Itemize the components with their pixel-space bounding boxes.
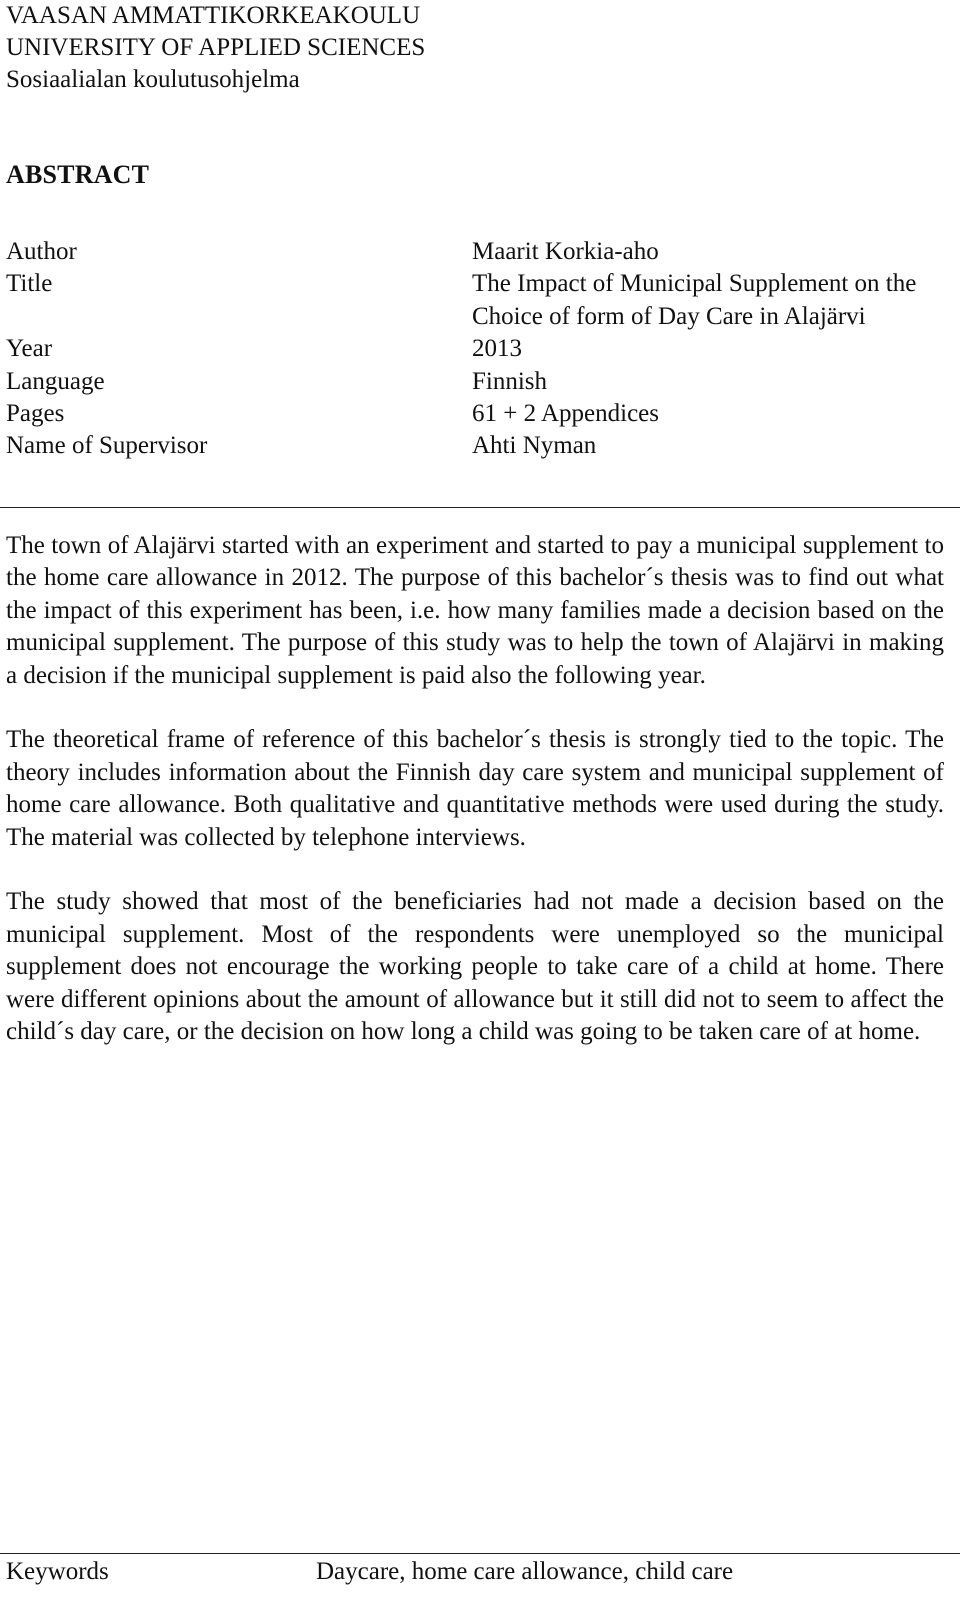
- abstract-heading: ABSTRACT: [6, 160, 150, 189]
- author-label: Author: [6, 238, 77, 265]
- pages-value: 61 + 2 Appendices: [472, 400, 659, 428]
- keywords-value: Daycare, home care allowance, child care: [316, 1558, 734, 1585]
- keywords-label: Keywords: [6, 1558, 109, 1585]
- meta-row-author: [0, 236, 960, 268]
- institution-name-english: UNIVERSITY OF APPLIED SCIENCES: [6, 34, 426, 61]
- supervisor-label: Name of Supervisor: [6, 432, 208, 460]
- pages-label: Pages: [6, 400, 65, 428]
- year-label: Year: [6, 335, 53, 363]
- abstract-paragraph-1: The town of Alajärvi started with an experiment and started to pay a municipal supplement to the home care allowance in 2012. The purpose of this bachelor´s thesis was to find out what the impact of this experiment has been, i.e. how many families made a decision based on the municipal supplement. The purpose of this study was to help the town of Alajärvi in making a decision if the municipal supplement is paid also the following year.: [6, 532, 944, 689]
- language-value: Finnish: [472, 367, 548, 395]
- abstract-paragraph-2: The theoretical frame of reference of this bachelor´s thesis is strongly tied to the topic. The theory includes information about the Finnish day care system and municipal supplement of home care allowance. Both qualitative and quantitative methods were used during the study. The material was collected by telephone interviews.: [6, 726, 944, 851]
- meta-row-supervisor: [0, 430, 960, 462]
- abstract-paragraph-3: The study showed that most of the beneficiaries had not made a decision based on the municipal supplement. Most of the respondents were unemployed so the municipal supplement does not encourage the working people to take care of a child at home. There were different opinions about the amount of allowance but it still did not to seem to affect the child´s day care, or the decision on how long a child was going to be taken care of at home.: [6, 888, 944, 1046]
- document-header: [6, 0, 425, 96]
- title-value: The Impact of Municipal Supplement on the Choice of form of Day Care in Alajärvi: [472, 270, 917, 330]
- meta-row-pages: [0, 398, 960, 430]
- bottom-divider: [0, 1553, 960, 1554]
- top-divider: [0, 507, 960, 508]
- supervisor-value: Ahti Nyman: [472, 432, 597, 460]
- thesis-metadata: [0, 236, 960, 463]
- year-value: 2013: [472, 335, 522, 363]
- institution-name: VAASAN AMMATTIKORKEAKOULU: [6, 2, 421, 29]
- meta-row-title: [0, 268, 960, 333]
- meta-row-year: [0, 333, 960, 365]
- meta-row-language: [0, 366, 960, 398]
- title-label: Title: [6, 270, 53, 298]
- language-label: Language: [6, 367, 105, 395]
- abstract-body: [6, 530, 944, 1081]
- degree-programme: Sosiaalialan koulutusohjelma: [6, 66, 300, 93]
- author-value: Maarit Korkia-aho: [472, 238, 659, 265]
